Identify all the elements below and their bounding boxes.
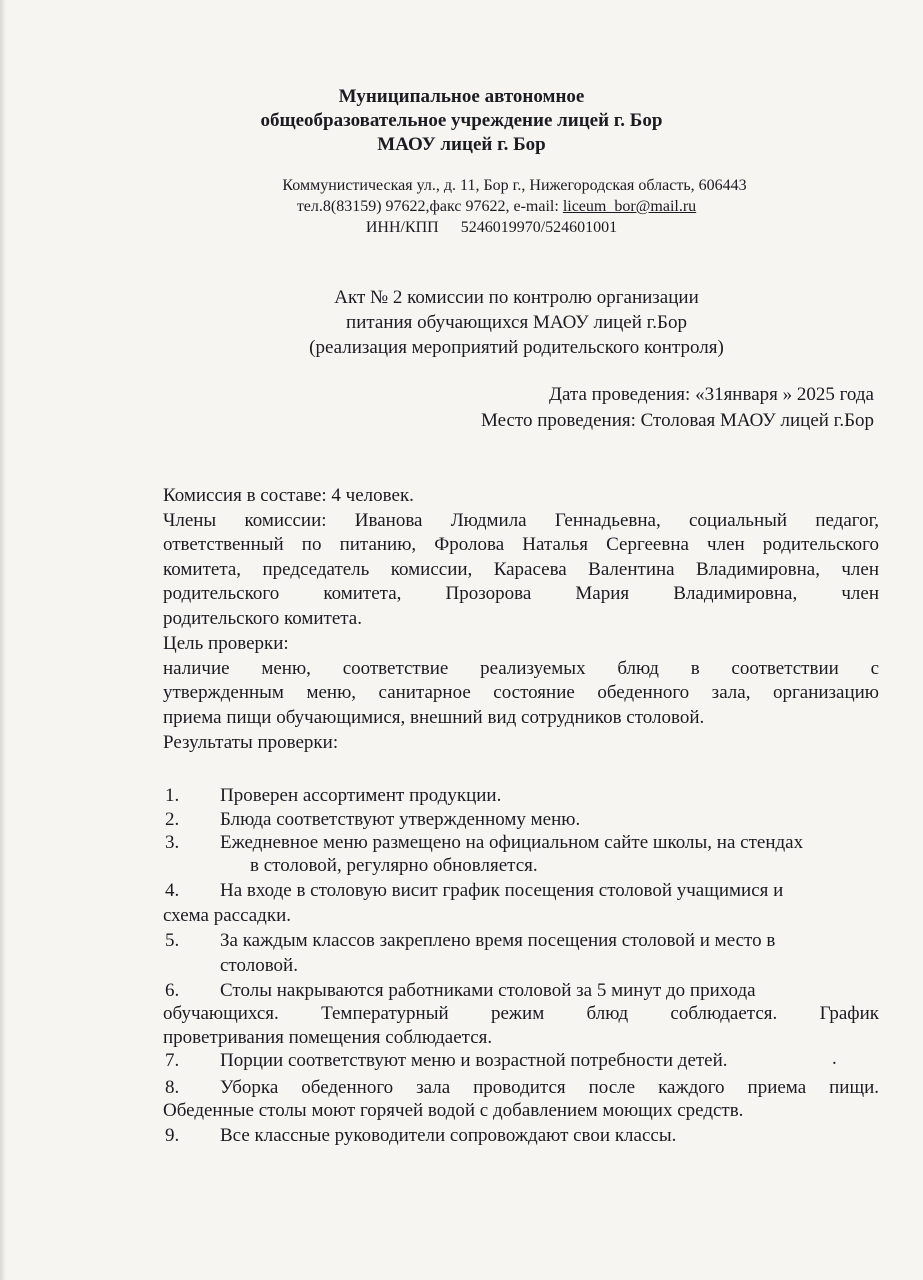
list-item: Уборка обеденного зала проводится после каждого приема пищи. — [220, 1077, 879, 1098]
org-inn — [30, 219, 923, 237]
list-item: За каждым классов закреплено время посещения столовой и место в — [220, 930, 776, 951]
goal-line: приема пищи обучающимися, внешний вид сотрудников столовой. — [163, 707, 705, 728]
list-item-continuation: Обеденные столы моют горячей водой с добавлением моющих средств. — [163, 1100, 744, 1121]
goal-line: наличие меню, соответствие реализуемых блюд в соответствии с — [163, 658, 879, 679]
list-item: На входе в столовую висит график посещения столовой учащимися и — [220, 880, 784, 901]
list-item: Порции соответствуют меню и возрастной потребности детей. — [220, 1050, 728, 1071]
list-item-number: 1. — [165, 785, 180, 806]
contacts-prefix: тел.8(83159) 97622,факс 97622, e-mail: — [296, 198, 563, 215]
page-edge-shadow — [0, 0, 6, 1280]
list-item-continuation: обучающихся. Температурный режим блюд соблюдается. График — [163, 1003, 879, 1024]
org-short-name: МАОУ лицей г. Бор — [377, 134, 546, 155]
stray-period: . — [832, 1048, 837, 1069]
act-date: Дата проведения: «31января » 2025 года — [549, 384, 874, 405]
list-item-number: 9. — [165, 1125, 180, 1146]
list-item-continuation: в столовой, регулярно обновляется. — [250, 855, 538, 876]
inn-value: 5246019970/524601001 — [460, 219, 618, 236]
list-item: Блюда соответствуют утвержденному меню. — [220, 809, 581, 830]
act-title-line3: (реализация мероприятий родительского контроля) — [309, 337, 724, 358]
list-item: Ежедневное меню размещено на официальном сайте школы, на стендах — [220, 832, 804, 853]
members-line: ответственный по питанию, Фролова Наталья Сергеевна член родительского — [163, 534, 879, 555]
members-line: родительского комитета. — [163, 608, 362, 629]
members-line: родительского комитета, Прозорова Мария Владимировна, член — [163, 583, 879, 604]
list-item-continuation: схема рассадки. — [163, 905, 291, 926]
list-item-number: 7. — [165, 1050, 180, 1071]
members-line: Члены комиссии: Иванова Людмила Геннадьевна, социальный педагог, — [163, 510, 879, 531]
list-item-continuation: столовой. — [220, 955, 298, 976]
list-item-number: 5. — [165, 930, 180, 951]
list-item-continuation: проветривания помещения соблюдается. — [163, 1027, 493, 1048]
org-name-line2: общеобразовательное учреждение лицей г. Бор — [260, 110, 663, 131]
inn-label: ИНН/КПП — [365, 219, 439, 236]
list-item-number: 4. — [165, 880, 180, 901]
list-item: Проверен ассортимент продукции. — [220, 785, 502, 806]
goal-line: утвержденным меню, санитарное состояние обеденного зала, организацию — [163, 682, 879, 703]
list-item-number: 3. — [165, 832, 180, 853]
org-address: Коммунистическая ул., д. 11, Бор г., Нижегородская область, 606443 — [282, 177, 747, 194]
list-item-number: 6. — [165, 980, 180, 1001]
commission-size: Комиссия в составе: 4 человек. — [163, 485, 414, 506]
list-item-number: 8. — [165, 1077, 180, 1098]
org-name-line1: Муниципальное автономное — [338, 86, 585, 107]
results-label: Результаты проверки: — [163, 732, 339, 753]
list-item: Столы накрываются работниками столовой за 5 минут до прихода — [220, 980, 756, 1001]
email-link[interactable]: liceum_bor@mail.ru — [562, 198, 697, 215]
org-contacts — [35, 198, 923, 216]
list-item-number: 2. — [165, 809, 180, 830]
act-title-line2: питания обучающихся МАОУ лицей г.Бор — [346, 312, 687, 333]
act-place: Место проведения: Столовая МАОУ лицей г.Бор — [480, 410, 874, 431]
goal-label: Цель проверки: — [163, 633, 289, 654]
act-title-line1: Акт № 2 комиссии по контролю организации — [334, 287, 699, 308]
members-line: комитета, председатель комиссии, Карасева Валентина Владимировна, член — [163, 559, 879, 580]
list-item: Все классные руководители сопровождают свои классы. — [220, 1125, 677, 1146]
